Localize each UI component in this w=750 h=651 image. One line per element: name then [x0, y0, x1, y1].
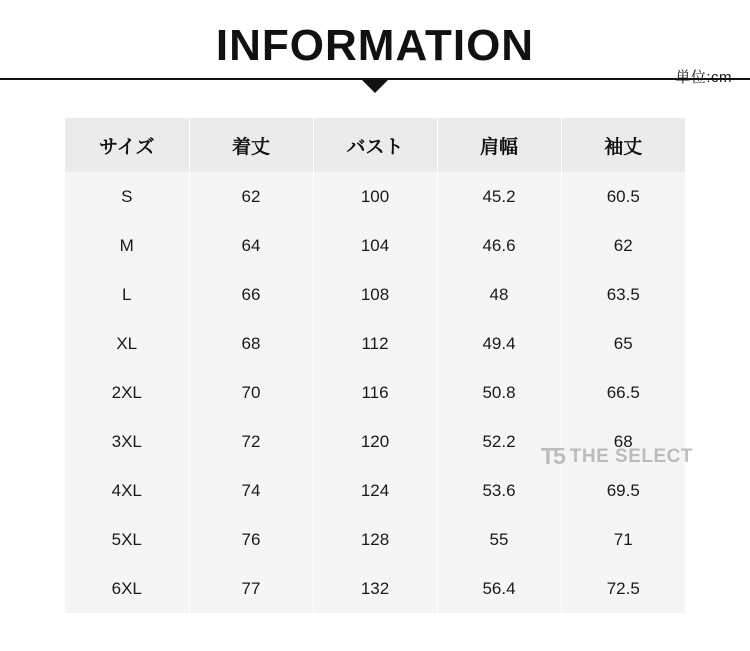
cell-sleeve: 71	[561, 515, 685, 564]
cell-shoulder: 49.4	[437, 319, 561, 368]
cell-shoulder: 48	[437, 270, 561, 319]
cell-shoulder: 55	[437, 515, 561, 564]
cell-shoulder: 46.6	[437, 221, 561, 270]
size-table-body	[65, 172, 685, 613]
cell-shoulder: 56.4	[437, 564, 561, 613]
cell-shoulder: 53.6	[437, 466, 561, 515]
cell-sleeve: 65	[561, 319, 685, 368]
cell-bust: 116	[313, 368, 437, 417]
cell-sleeve: 62	[561, 221, 685, 270]
cell-bust: 112	[313, 319, 437, 368]
table-row	[65, 515, 685, 564]
table-row	[65, 466, 685, 515]
cell-sleeve: 69.5	[561, 466, 685, 515]
cell-size: M	[65, 221, 189, 270]
cell-size: 6XL	[65, 564, 189, 613]
page-title: INFORMATION	[215, 21, 535, 70]
column-header-length: 着丈	[189, 118, 313, 172]
cell-bust: 120	[313, 417, 437, 466]
cell-size: 4XL	[65, 466, 189, 515]
brand-watermark-text: THE SELECT	[569, 445, 693, 467]
cell-sleeve: 60.5	[561, 172, 685, 221]
cell-shoulder: 52.2	[437, 417, 561, 466]
caret-down-icon	[362, 80, 388, 93]
cell-sleeve: 72.5	[561, 564, 685, 613]
cell-bust: 132	[313, 564, 437, 613]
cell-sleeve: 66.5	[561, 368, 685, 417]
cell-bust: 100	[313, 172, 437, 221]
cell-sleeve: 63.5	[561, 270, 685, 319]
column-header-bust: バスト	[313, 118, 437, 172]
size-table-container	[65, 118, 693, 613]
column-header-sleeve: 袖丈	[561, 118, 685, 172]
table-row	[65, 564, 685, 613]
column-header-size: サイズ	[65, 118, 189, 172]
cell-size: 2XL	[65, 368, 189, 417]
cell-length: 77	[189, 564, 313, 613]
cell-length: 62	[189, 172, 313, 221]
cell-length: 76	[189, 515, 313, 564]
cell-length: 66	[189, 270, 313, 319]
cell-shoulder: 45.2	[437, 172, 561, 221]
cell-length: 74	[189, 466, 313, 515]
cell-length: 68	[189, 319, 313, 368]
cell-size: 5XL	[65, 515, 189, 564]
cell-bust: 108	[313, 270, 437, 319]
table-row	[65, 221, 685, 270]
cell-shoulder: 50.8	[437, 368, 561, 417]
size-table-head	[65, 118, 685, 172]
table-header-row	[65, 118, 685, 172]
cell-length: 64	[189, 221, 313, 270]
cell-bust: 128	[313, 515, 437, 564]
cell-size: 3XL	[65, 417, 189, 466]
cell-length: 72	[189, 417, 313, 466]
cell-size: L	[65, 270, 189, 319]
cell-bust: 124	[313, 466, 437, 515]
table-row	[65, 319, 685, 368]
cell-sleeve: 68	[561, 417, 685, 466]
column-header-shoulder: 肩幅	[437, 118, 561, 172]
table-row	[65, 172, 685, 221]
cell-bust: 104	[313, 221, 437, 270]
brand-logo-icon: T5	[540, 443, 564, 470]
table-row	[65, 270, 685, 319]
divider	[0, 78, 750, 100]
table-row	[65, 417, 685, 466]
size-table	[65, 118, 685, 613]
cell-size: XL	[65, 319, 189, 368]
cell-size: S	[65, 172, 189, 221]
cell-length: 70	[189, 368, 313, 417]
table-row	[65, 368, 685, 417]
